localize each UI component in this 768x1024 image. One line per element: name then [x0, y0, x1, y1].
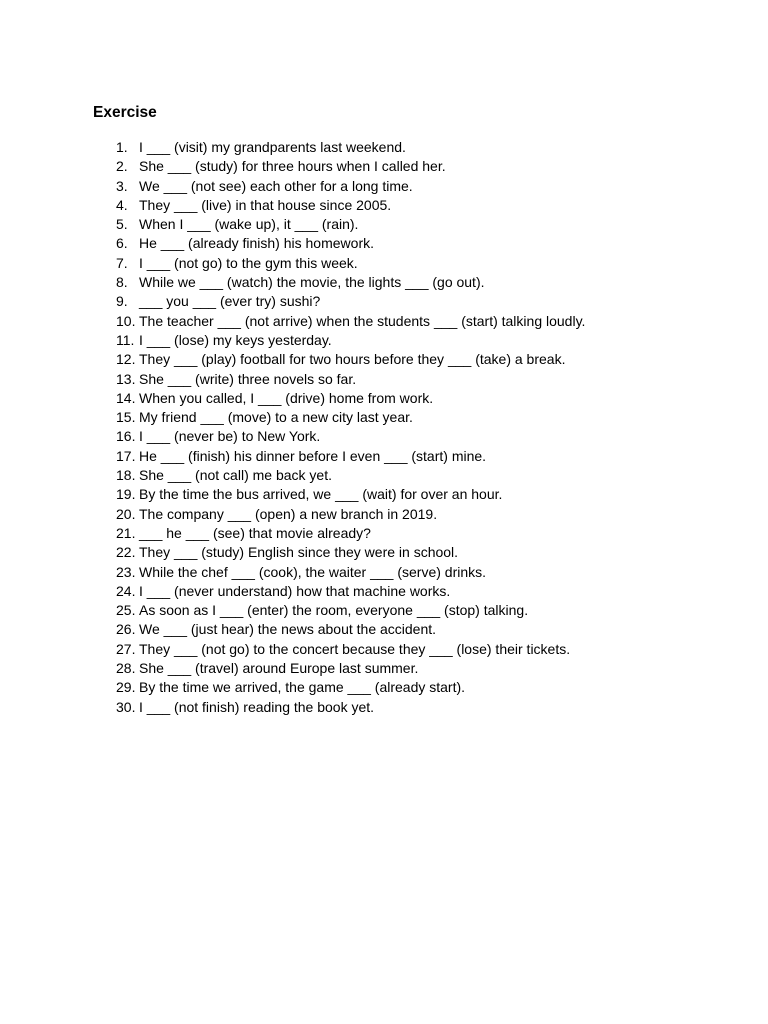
item-sentence: I ___ (not go) to the gym this week.	[139, 254, 358, 271]
list-item	[0, 370, 768, 389]
item-sentence: They ___ (study) English since they were in school.	[139, 544, 459, 561]
list-item	[0, 466, 768, 485]
list-item	[0, 640, 768, 659]
item-number: 23.	[116, 563, 136, 580]
item-number: 9.	[116, 293, 128, 310]
item-sentence: My friend ___ (move) to a new city last year.	[139, 409, 413, 426]
list-item	[0, 698, 768, 717]
item-sentence: When you called, I ___ (drive) home from work.	[139, 389, 434, 406]
item-number: 29.	[116, 679, 136, 696]
item-sentence: As soon as I ___ (enter) the room, everyone ___ (stop) talking.	[139, 602, 529, 619]
list-item	[0, 389, 768, 408]
item-number: 30.	[116, 698, 136, 715]
item-number: 27.	[116, 640, 136, 657]
list-item	[0, 157, 768, 176]
list-item	[0, 485, 768, 504]
item-number: 24.	[116, 582, 136, 599]
item-sentence: I ___ (never be) to New York.	[139, 428, 321, 445]
item-sentence: He ___ (already finish) his homework.	[139, 235, 374, 252]
list-item	[0, 524, 768, 543]
item-number: 20.	[116, 505, 136, 522]
list-item	[0, 254, 768, 273]
item-number: 10.	[116, 312, 136, 329]
list-item	[0, 138, 768, 157]
item-number: 17.	[116, 447, 136, 464]
item-number: 12.	[116, 351, 136, 368]
list-item	[0, 215, 768, 234]
item-sentence: The company ___ (open) a new branch in 2019.	[139, 505, 438, 522]
item-sentence: We ___ (not see) each other for a long time.	[139, 177, 413, 194]
item-sentence: ___ you ___ (ever try) sushi?	[139, 293, 321, 310]
item-number: 5.	[116, 216, 128, 233]
list-item	[0, 601, 768, 620]
item-number: 28.	[116, 660, 136, 677]
item-number: 14.	[116, 389, 136, 406]
exercise-list	[0, 138, 768, 717]
item-number: 26.	[116, 621, 136, 638]
item-sentence: She ___ (travel) around Europe last summer.	[139, 660, 419, 677]
list-item	[0, 582, 768, 601]
item-sentence: They ___ (live) in that house since 2005.	[139, 196, 392, 213]
item-sentence: He ___ (finish) his dinner before I even ___ (start) mine.	[139, 447, 487, 464]
item-number: 15.	[116, 409, 136, 426]
item-number: 4.	[116, 196, 128, 213]
list-item	[0, 620, 768, 639]
item-sentence: I ___ (not finish) reading the book yet.	[139, 698, 375, 715]
item-sentence: She ___ (not call) me back yet.	[139, 467, 332, 484]
list-item	[0, 273, 768, 292]
list-item	[0, 505, 768, 524]
item-sentence: She ___ (study) for three hours when I called her.	[139, 158, 446, 175]
item-number: 18.	[116, 467, 136, 484]
item-number: 19.	[116, 486, 136, 503]
item-sentence: By the time the bus arrived, we ___ (wait) for over an hour.	[139, 486, 503, 503]
item-number: 22.	[116, 544, 136, 561]
item-number: 21.	[116, 524, 136, 541]
item-number: 3.	[116, 177, 128, 194]
item-number: 8.	[116, 274, 128, 291]
item-sentence: While we ___ (watch) the movie, the lights ___ (go out).	[139, 274, 485, 291]
item-number: 25.	[116, 602, 136, 619]
item-sentence: The teacher ___ (not arrive) when the students ___ (start) talking loudly.	[139, 312, 586, 329]
list-item	[0, 408, 768, 427]
item-sentence: By the time we arrived, the game ___ (already start).	[139, 679, 466, 696]
list-item	[0, 350, 768, 369]
item-number: 1.	[116, 139, 128, 155]
item-sentence: She ___ (write) three novels so far.	[139, 370, 357, 387]
item-number: 7.	[116, 254, 128, 271]
list-item	[0, 177, 768, 196]
item-number: 16.	[116, 428, 136, 445]
list-item	[0, 234, 768, 253]
item-sentence: I ___ (never understand) how that machine works.	[139, 582, 451, 599]
list-item	[0, 312, 768, 331]
item-sentence: While the chef ___ (cook), the waiter ___ (serve) drinks.	[139, 563, 487, 580]
item-sentence: They ___ (not go) to the concert because they ___ (lose) their tickets.	[139, 640, 571, 657]
list-item	[0, 331, 768, 350]
item-sentence: We ___ (just hear) the news about the accident.	[139, 621, 437, 638]
list-item	[0, 543, 768, 562]
item-number: 13.	[116, 370, 136, 387]
item-number: 2.	[116, 158, 128, 175]
page-title: Exercise	[93, 104, 157, 121]
item-sentence: When I ___ (wake up), it ___ (rain).	[139, 216, 359, 233]
list-item	[0, 292, 768, 311]
item-sentence: I ___ (visit) my grandparents last weekend.	[139, 139, 406, 155]
list-item	[0, 447, 768, 466]
item-sentence: I ___ (lose) my keys yesterday.	[139, 331, 332, 348]
item-number: 6.	[116, 235, 128, 252]
list-item	[0, 659, 768, 678]
list-item	[0, 678, 768, 697]
list-item	[0, 427, 768, 446]
item-sentence: They ___ (play) football for two hours before they ___ (take) a break.	[139, 351, 566, 368]
item-sentence: ___ he ___ (see) that movie already?	[139, 524, 371, 541]
list-item	[0, 563, 768, 582]
list-item	[0, 196, 768, 215]
item-number: 11.	[116, 331, 135, 348]
